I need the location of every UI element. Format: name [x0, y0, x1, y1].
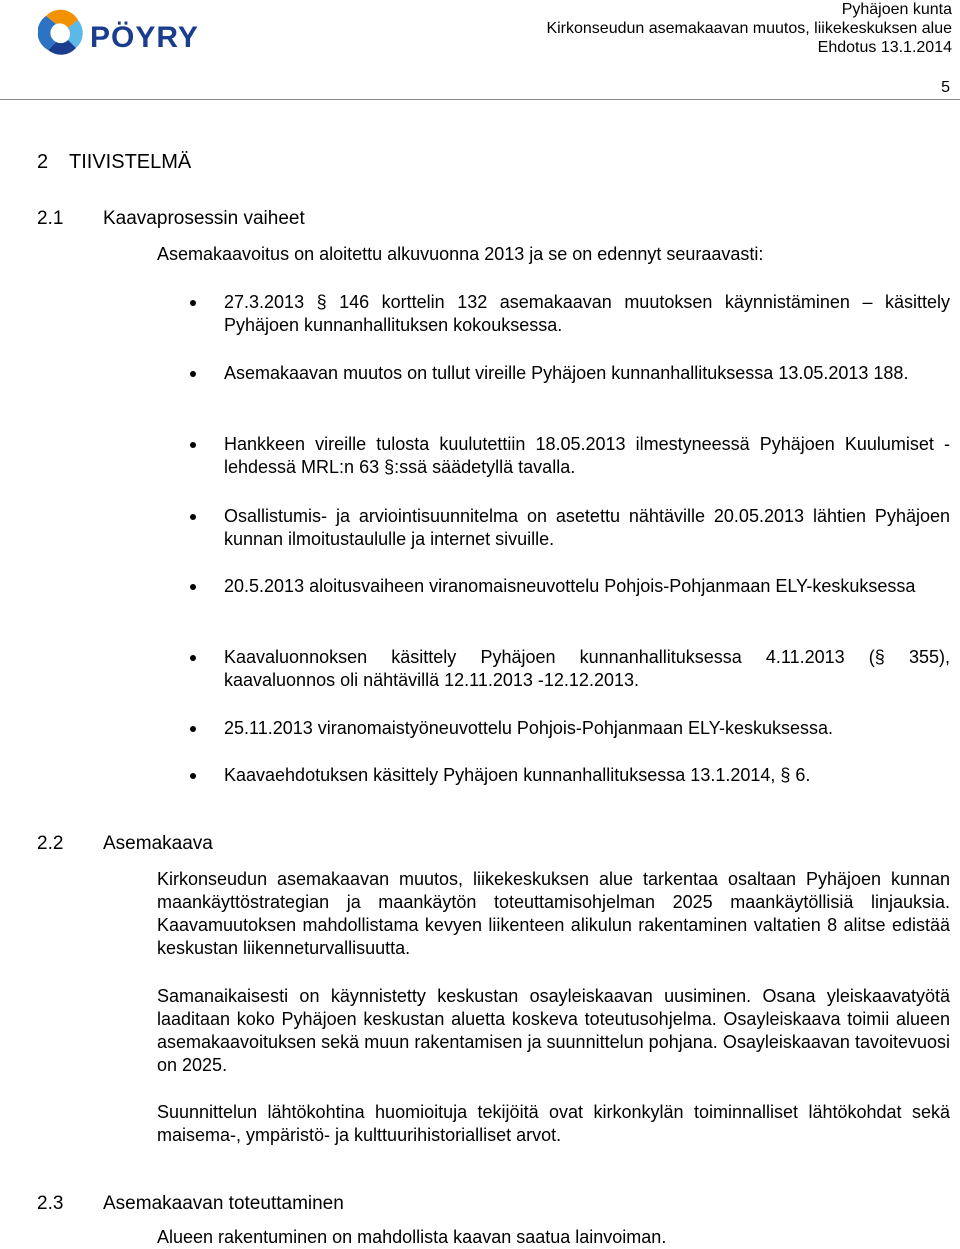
bullet-icon [190, 514, 196, 520]
heading-number: 2.3 [37, 1193, 64, 1214]
bullet-icon [190, 442, 196, 448]
bullet-icon [190, 726, 196, 732]
heading-section-2-1 [37, 208, 305, 230]
page-number: 5 [941, 79, 950, 96]
header-project: Kirkonseudun asemakaavan muutos, liikekeskuksen alue [546, 20, 952, 37]
header-client: Pyhäjoen kunta [841, 1, 952, 18]
paragraph: Kirkonseudun asemakaavan muutos, liikekeskuksen alue tarkentaa osaltaan Pyhäjoen kunnan maankäyttöstrategian ja maankäytön toteuttamisohjelman 2025 maankäytöllisiä linjauksia. Kaavamuutoksen mahdollistama kevyen liikenteen alikulun rakentaminen valtatien 8 alitse edistää keskustan liikenneturvallisuutta. [157, 869, 950, 958]
list-item: Asemakaavan muutos on tullut vireille Pyhäjoen kunnanhallituksessa 13.05.2013 188. [224, 362, 950, 385]
paragraph: Suunnittelun lähtökohtina huomioituja tekijöitä ovat kirkonkylän toiminnalliset lähtökohdat sekä maisema-, ympäristö- ja kulttuurihistorialliset arvot. [157, 1102, 950, 1145]
list-item: Hankkeen vireille tulosta kuulutettiin 18.05.2013 ilmestyneessä Pyhäjoen Kuulumiset -lehdessä MRL:n 63 §:ssä säädetyllä tavalla. [224, 433, 950, 479]
list-item: Kaavaehdotuksen käsittely Pyhäjoen kunnanhallituksessa 13.1.2014, § 6. [224, 764, 950, 787]
list-item: 27.3.2013 § 146 korttelin 132 asemakaavan muutoksen käynnistäminen – käsittely Pyhäjoen kunnanhallituksen kokouksessa. [224, 291, 950, 337]
heading-number: 2.1 [37, 208, 64, 229]
bullet-icon [190, 584, 196, 590]
intro-paragraph: Asemakaavoitus on aloitettu alkuvuonna 2013 ja se on edennyt seuraavasti: [157, 244, 764, 264]
heading-title: Kaavaprosessin vaiheet [103, 208, 305, 229]
heading-title: Asemakaavan toteuttaminen [103, 1193, 344, 1214]
paragraph: Samanaikaisesti on käynnistetty keskustan osayleiskaavan uusiminen. Osana yleiskaavatyötä laaditaan koko Pyhäjoen keskustan aluetta koskeva toteutusohjelma. Osayleiskaava toimii alueen asemakaavoituksen sekä muun rakentamisen ja suunnittelun pohjana. Osayleiskaavan tavoitevuosi on 2025. [157, 986, 950, 1075]
bullet-icon [190, 773, 196, 779]
poyry-logo [38, 0, 253, 70]
bullet-icon [190, 371, 196, 377]
heading-title: TIIVISTELMÄ [69, 151, 192, 173]
list-item: 25.11.2013 viranomaistyöneuvottelu Pohjois-Pohjanmaan ELY-keskuksessa. [224, 717, 950, 740]
logo-wordmark: PÖYRY [90, 21, 199, 54]
heading-section-2-3 [37, 1193, 344, 1215]
logo-mark-icon [38, 10, 83, 55]
header-divider [0, 99, 960, 100]
bullet-icon [190, 300, 196, 306]
heading-number: 2.2 [37, 833, 64, 854]
heading-section-2-2 [37, 833, 213, 855]
heading-number: 2 [37, 151, 49, 173]
list-item: 20.5.2013 aloitusvaiheen viranomaisneuvottelu Pohjois-Pohjanmaan ELY-keskuksessa [224, 575, 950, 598]
heading-title: Asemakaava [103, 833, 213, 854]
document-header [546, 0, 952, 57]
header-version: Ehdotus 13.1.2014 [817, 39, 952, 56]
list-item: Osallistumis- ja arviointisuunnitelma on asetettu nähtäville 20.05.2013 lähtien Pyhäjoen kunnan ilmoitustaululle ja internet sivuille. [224, 505, 950, 551]
paragraph: Alueen rakentuminen on mahdollista kaavan saatua lainvoiman. [157, 1227, 667, 1247]
list-item: Kaavaluonnoksen käsittely Pyhäjoen kunnanhallituksessa 4.11.2013 (§ 355), kaavaluonnos oli nähtävillä 12.11.2013 -12.12.2013. [224, 646, 950, 692]
heading-section-2 [37, 151, 191, 174]
bullet-icon [190, 655, 196, 661]
